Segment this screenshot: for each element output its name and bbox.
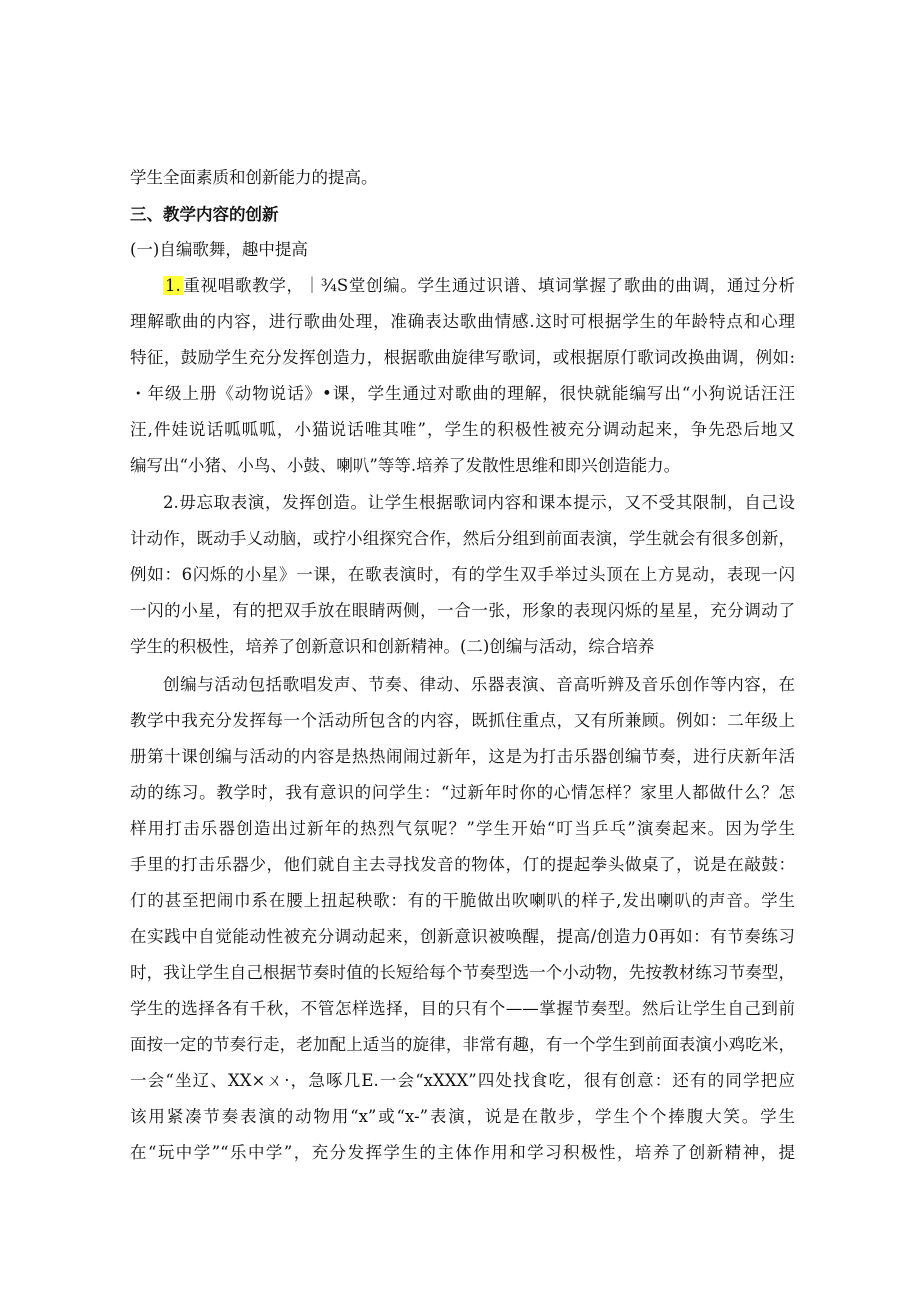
text-line: 特征，鼓励学生充分发挥创造力，根据歌曲旋律写歌词，或根据原仃歌词改换曲调，例如: [130,348,795,367]
paragraph-2-line-1: 2.毋忘取表演，发挥创造。让学生根据歌词内容和课本提示，又不受其限制，自己设 [163,493,795,512]
text-line: ・年级上册《动物说话》•课，学生通过对歌曲的理解，很快就能编写出“小狗说话汪汪 [130,384,795,403]
subsection-heading: (一)自编歌舞，趣中提高 [130,240,308,259]
text-line: 样用打击乐器创造出过新年的热烈气氛呢？”学生开始“叮当乒乓”演奏起来。因为学生 [130,819,795,838]
text-line: 册第十课创编与活动的内容是热热闹闹过新年，这是为打击乐器创编节奏，进行庆新年活 [130,747,795,766]
paragraph-3-line-1: 创编与活动包括歌唱发声、节奏、律动、乐器表演、音高听辨及音乐创作等内容，在 [163,675,795,694]
text-line: 汪,件娃说话呱呱呱，小猫说话唯其唯”，学生的积极性被充分调动起来，争先恐后地又 [130,420,795,439]
text-line: 该用紧凑节奏表演的动物用“x”或“x-”表演，说是在散步，学生个个捧腹大笑。学生 [130,1107,795,1126]
text-line: 学生的积极性，培养了创新意识和创新精神。(二)创编与活动，综合培养 [130,637,655,656]
text-line: 在实践中自觉能动性被充分调动起来，创新意识被唤醒，提高/创造力0再如：有节奏练习 [130,927,795,946]
text-line: 仃的甚至把闹巾系在腰上扭起秧歌：有的干脆做出吹喇叭的样子,发出喇叭的声音。学生 [130,891,795,910]
text-line: 一会“坐辽、XX×ㄨ·，急啄几E.一会“xXXX”四处找食吃，很有创意：还有的同学把应 [130,1071,795,1090]
text-line: 一闪的小星，有的把双手放在眼睛两侧，一合一张，形象的表现闪烁的星星，充分调动了 [130,601,795,620]
text-line: 例如：6闪烁的小星》一课，在歌表演时，有的学生双手举过头顶在上方晃动，表现一闪 [130,565,795,584]
text-line: 理解歌曲的内容，进行歌曲处理，准确表达歌曲情感.这时可根据学生的年龄特点和心理 [130,312,795,331]
text-line: 时，我让学生自己根据节奏时值的长短给每个节奏型选一个小动物，先按教材练习节奏型， [130,963,795,982]
text-span: 重视唱歌教学，｜¾S堂创编。学生通过识谱、填词掌握了歌曲的曲调，通过分析 [182,276,795,295]
text-line: 编写出“小猪、小鸟、小鼓、喇叭”等等.培养了发散性思维和即兴创造能力。 [130,456,681,475]
text-line: 手里的打击乐器少，他们就自主去寻找发音的物体，仃的提起拳头做桌了，说是在敲鼓： [130,855,795,874]
paragraph-1-line-1 [163,274,795,298]
text-line: 学生全面素质和创新能力的提高。 [130,168,378,187]
highlighted-number: 1. [165,276,181,295]
text-line: 在“玩中学”“乐中学”，充分发挥学生的主体作用和学习积极性，培养了创新精神，提 [130,1143,795,1162]
text-line: 动的练习。教学时，我有意识的问学生：“过新年时你的心情怎样？家里人都做什么？怎 [130,783,795,802]
section-heading: 三、教学内容的创新 [130,205,279,224]
text-line: 面按一定的节奏行走，老加配上适当的旋律，非常有趣，有一个学生到前面表演小鸡吃米， [130,1035,795,1054]
text-line: 学生的选择各有千秋，不管怎样选择，目的只有个——掌握节奏型。然后让学生自己到前 [130,999,795,1018]
text-line: 教学中我充分发挥每一个活动所包含的内容，既抓住重点，又有所兼顾。例如：二年级上 [130,711,795,730]
text-line: 计动作，既动手乂动脑，或拧小组探究合作，然后分组到前面表演，学生就会有很多创新， [130,529,795,548]
